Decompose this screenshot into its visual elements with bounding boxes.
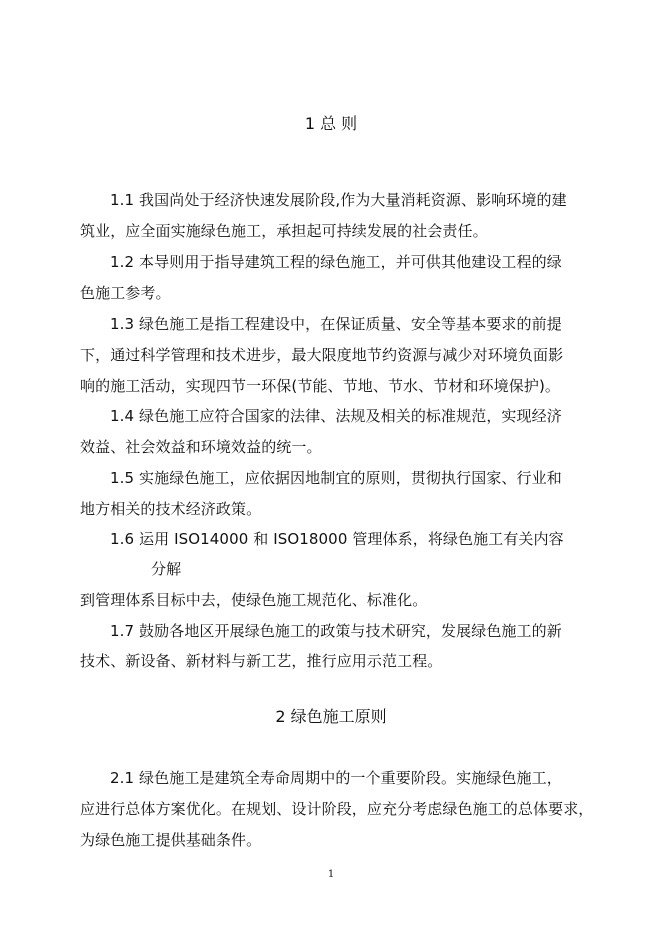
paragraph-1-6-line-3: 到管理体系目标中去，使绿色施工规范化、标准化。 xyxy=(80,591,428,609)
paragraph-1-6-line-1: 1.6 运用 ISO14000 和 ISO18000 管理体系，将绿色施工有关内容 xyxy=(110,530,564,548)
paragraph-2-1-line-1: 2.1 绿色施工是建筑全寿命周期中的一个重要阶段。实施绿色施工， xyxy=(110,769,562,787)
paragraph-1-4-line-1: 1.4 绿色施工应符合国家的法律、法规及相关的标准规范，实现经济 xyxy=(110,407,562,425)
paragraph-1-2-line-2: 色施工参考。 xyxy=(80,284,171,302)
paragraph-1-3-line-1: 1.3 绿色施工是指工程建设中，在保证质量、安全等基本要求的前提 xyxy=(110,315,562,333)
paragraph-1-3-line-2: 下，通过科学管理和技术进步，最大限度地节约资源与减少对环境负面影 xyxy=(80,346,564,364)
page-number: 1 xyxy=(327,869,335,880)
paragraph-1-3-line-3: 响的施工活动，实现四节一环保(节能、节地、节水、节材和环境保护)。 xyxy=(80,377,561,395)
paragraph-1-4-line-2: 效益、社会效益和环境效益的统一。 xyxy=(80,438,322,456)
paragraph-2-1-line-3: 为绿色施工提供基础条件。 xyxy=(80,831,262,849)
paragraph-1-2-line-1: 1.2 本导则用于指导建筑工程的绿色施工，并可供其他建设工程的绿 xyxy=(110,253,562,271)
section-2-title: 2 绿色施工原则 xyxy=(275,707,387,726)
paragraph-1-6-line-2: 分解 xyxy=(151,560,182,578)
paragraph-1-5-line-2: 地方相关的技术经济政策。 xyxy=(80,500,262,518)
section-1-title: 1 总 则 xyxy=(304,114,358,133)
paragraph-1-1-line-1: 1.1 我国尚处于经济快速发展阶段,作为大量消耗资源、影响环境的建 xyxy=(110,191,567,209)
paragraph-1-1-line-2: 筑业，应全面实施绿色施工，承担起可持续发展的社会责任。 xyxy=(80,222,488,240)
paragraph-1-5-line-1: 1.5 实施绿色施工，应依据因地制宜的原则，贯彻执行国家、行业和 xyxy=(110,469,562,487)
paragraph-1-7-line-2: 技术、新设备、新材料与新工艺，推行应用示范工程。 xyxy=(80,652,443,670)
paragraph-2-1-line-2: 应进行总体方案优化。在规划、设计阶段，应充分考虑绿色施工的总体要求， xyxy=(80,800,594,818)
paragraph-1-7-line-1: 1.7 鼓励各地区开展绿色施工的政策与技术研究，发展绿色施工的新 xyxy=(110,622,562,640)
